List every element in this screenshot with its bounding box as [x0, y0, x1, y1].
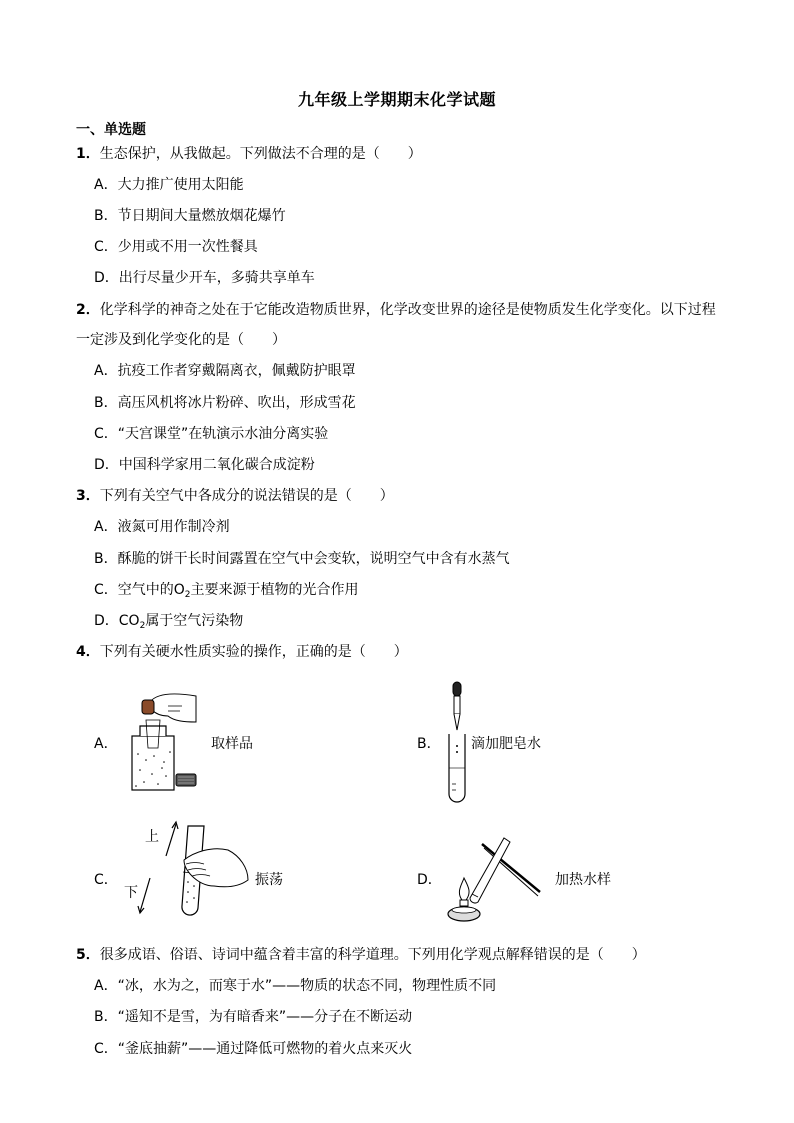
- section-heading: 一、单选题: [76, 122, 146, 138]
- arrow-down-label: 下: [124, 885, 138, 901]
- subscript: 2: [139, 621, 146, 631]
- question-2: [76, 301, 716, 319]
- option-1d: D．出行尽量少开车，多骑共享单车: [94, 270, 315, 286]
- question-4: [76, 643, 408, 661]
- option-3a: A．液氮可用作制冷剂: [94, 519, 230, 535]
- dropper-illustration: [443, 680, 471, 806]
- figure-a-letter: A．: [94, 736, 118, 752]
- question-number: 5．: [76, 947, 100, 963]
- figure-c-letter: C．: [94, 872, 118, 888]
- question-3: [76, 487, 394, 505]
- option-5a: A．“冰，水为之，而寒于水”——物质的状态不同，物理性质不同: [94, 978, 497, 994]
- question-number: 4．: [76, 644, 100, 660]
- figure-b-letter: B．: [417, 736, 441, 752]
- option-2c: C．“天宫课堂”在轨演示水油分离实验: [94, 426, 329, 442]
- sampling-illustration: [122, 690, 202, 794]
- question-number: 3．: [76, 488, 100, 504]
- question-stem: 下列有关硬水性质实验的操作，正确的是（ ）: [99, 644, 408, 660]
- option-1a: A．大力推广使用太阳能: [94, 177, 244, 193]
- page-title: 九年级上学期期末化学试题: [297, 90, 496, 109]
- option-text: C．空气中的O: [94, 582, 185, 598]
- option-5b: B．“遥知不是雪，为有暗香来”——分子在不断运动: [94, 1009, 413, 1025]
- question-stem-line1: 化学科学的神奇之处在于它能改造物质世界，化学改变世界的途径是使物质发生化学变化。以下过程: [99, 302, 716, 318]
- question-number: 2．: [76, 302, 100, 318]
- option-3b: B．酥脆的饼干长时间露置在空气中会变软，说明空气中含有水蒸气: [94, 551, 510, 567]
- option-2b: B．高压风机将冰片粉碎、吹出，形成雪花: [94, 395, 356, 411]
- option-2a: A．抗疫工作者穿戴隔离衣，佩戴防护眼罩: [94, 363, 356, 379]
- arrow-up-label: 上: [145, 829, 159, 845]
- question-number: 1．: [76, 146, 100, 162]
- question-1: [76, 145, 422, 163]
- question-2-stem-line2: 一定涉及到化学变化的是（ ）: [76, 332, 286, 348]
- question-5: [76, 946, 646, 964]
- heating-illustration: [444, 830, 544, 922]
- figure-d-caption: 加热水样: [555, 872, 611, 888]
- figure-d-letter: D．: [417, 872, 442, 888]
- option-1b: B．节日期间大量燃放烟花爆竹: [94, 208, 286, 224]
- subscript: 2: [184, 590, 191, 600]
- option-3d: [94, 612, 243, 635]
- option-3c: [94, 581, 359, 604]
- option-text: 主要来源于植物的光合作用: [190, 582, 359, 598]
- option-2d: D．中国科学家用二氧化碳合成淀粉: [94, 457, 315, 473]
- figure-a-caption: 取样品: [211, 736, 253, 752]
- option-text: 属于空气污染物: [145, 613, 244, 629]
- option-text: D．CO: [94, 613, 140, 629]
- question-stem: 很多成语、俗语、诗词中蕴含着丰富的科学道理。下列用化学观点解释错误的是（ ）: [99, 947, 646, 963]
- figure-b-caption: 滴加肥皂水: [471, 736, 541, 752]
- figure-c-caption: 振荡: [255, 872, 283, 888]
- option-5c: C．“釜底抽薪”——通过降低可燃物的着火点来灭火: [94, 1041, 413, 1057]
- question-stem: 生态保护，从我做起。下列做法不合理的是（ ）: [99, 146, 422, 162]
- option-1c: C．少用或不用一次性餐具: [94, 239, 258, 255]
- question-stem: 下列有关空气中各成分的说法错误的是（ ）: [99, 488, 394, 504]
